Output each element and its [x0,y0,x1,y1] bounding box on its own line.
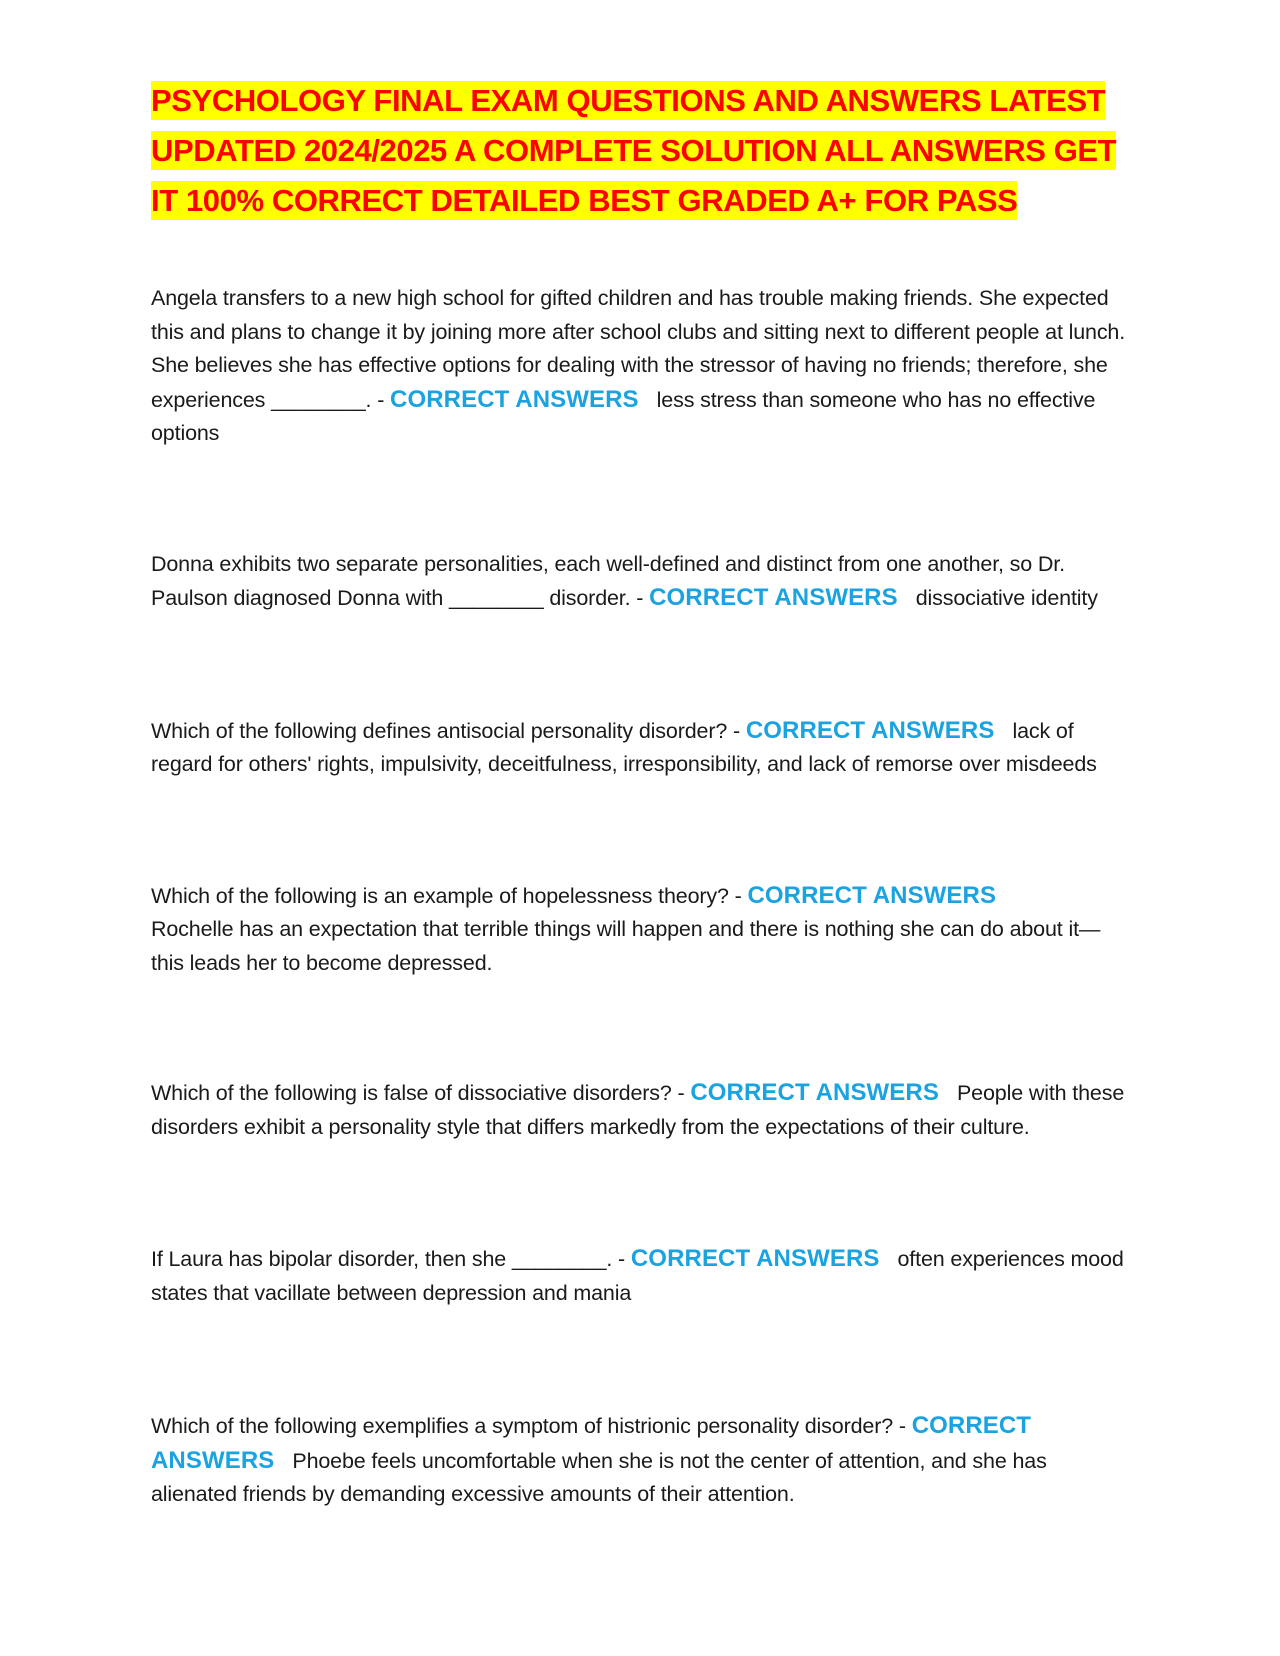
qa-item [151,1409,1131,1512]
answer-text: less stress than someone who has no effective options [151,387,1096,445]
qa-list [151,282,1131,1512]
document-title [151,76,1131,226]
question-text: Which of the following is an example of hopelessness theory? - [151,883,748,908]
question-text: Donna exhibits two separate personalities, each well-defined and distinct from one another, so Dr. Paulson diagnosed Donna with ________ disorder. - [151,551,1065,610]
answer-text: often experiences mood states that vacillate between depression and mania [151,1247,1124,1305]
question-text: If Laura has bipolar disorder, then she ________. - [151,1247,631,1271]
qa-item [151,1242,1131,1310]
qa-item [151,1076,1131,1144]
qa-item [151,714,1131,782]
question-text: Angela transfers to a new high school for gifted children and has trouble making friends. She expected this and plans to change it by joining more after school clubs and sitting next to different people at lunch. She believes she has effective options for dealing with the stressor of having no friends; therefore, she experiences ________. - [151,286,1126,412]
correct-answers-label: CORRECT ANSWERS [745,716,995,744]
qa-item [151,548,1131,616]
question-text: Which of the following is false of dissociative disorders? - [151,1081,691,1105]
answer-text: People with these disorders exhibit a personality style that differs markedly from the expectations of their culture. [151,1081,1125,1139]
correct-answers-label: CORRECT ANSWERS [690,1079,939,1106]
question-text: Which of the following exemplifies a symptom of histrionic personality disorder? - [151,1414,912,1438]
question-text: Which of the following defines antisocial personality disorder? - [151,718,746,743]
document-page [151,76,1131,1512]
document-title-text: PSYCHOLOGY FINAL EXAM QUESTIONS AND ANSWERS LATEST UPDATED 2024/2025 A COMPLETE SOLUTION ALL ANSWERS GET IT 100% CORRECT DETAILED BEST GRADED A+ FOR PASS [151,83,1117,218]
qa-item [151,879,1131,981]
answer-text: dissociative identity [915,586,1098,610]
qa-item [151,282,1131,451]
correct-answers-label: CORRECT ANSWERS [390,385,639,413]
answer-text: Rochelle has an expectation that terrible things will happen and there is nothing she can do about it—this leads her to become depressed. [151,917,1101,975]
correct-answers-label: CORRECT ANSWERS [747,881,997,909]
answer-text: Phoebe feels uncomfortable when she is not the center of attention, and she has alienated friends by demanding excessive amounts of their attention. [151,1448,1047,1506]
answer-text: lack of regard for others' rights, impulsivity, deceitfulness, irresponsibility, and lack of remorse over misdeeds [151,718,1097,776]
correct-answers-label: CORRECT ANSWERS [630,1245,880,1272]
correct-answers-label: CORRECT ANSWERS [151,1412,1032,1474]
correct-answers-label: CORRECT ANSWERS [649,584,898,611]
